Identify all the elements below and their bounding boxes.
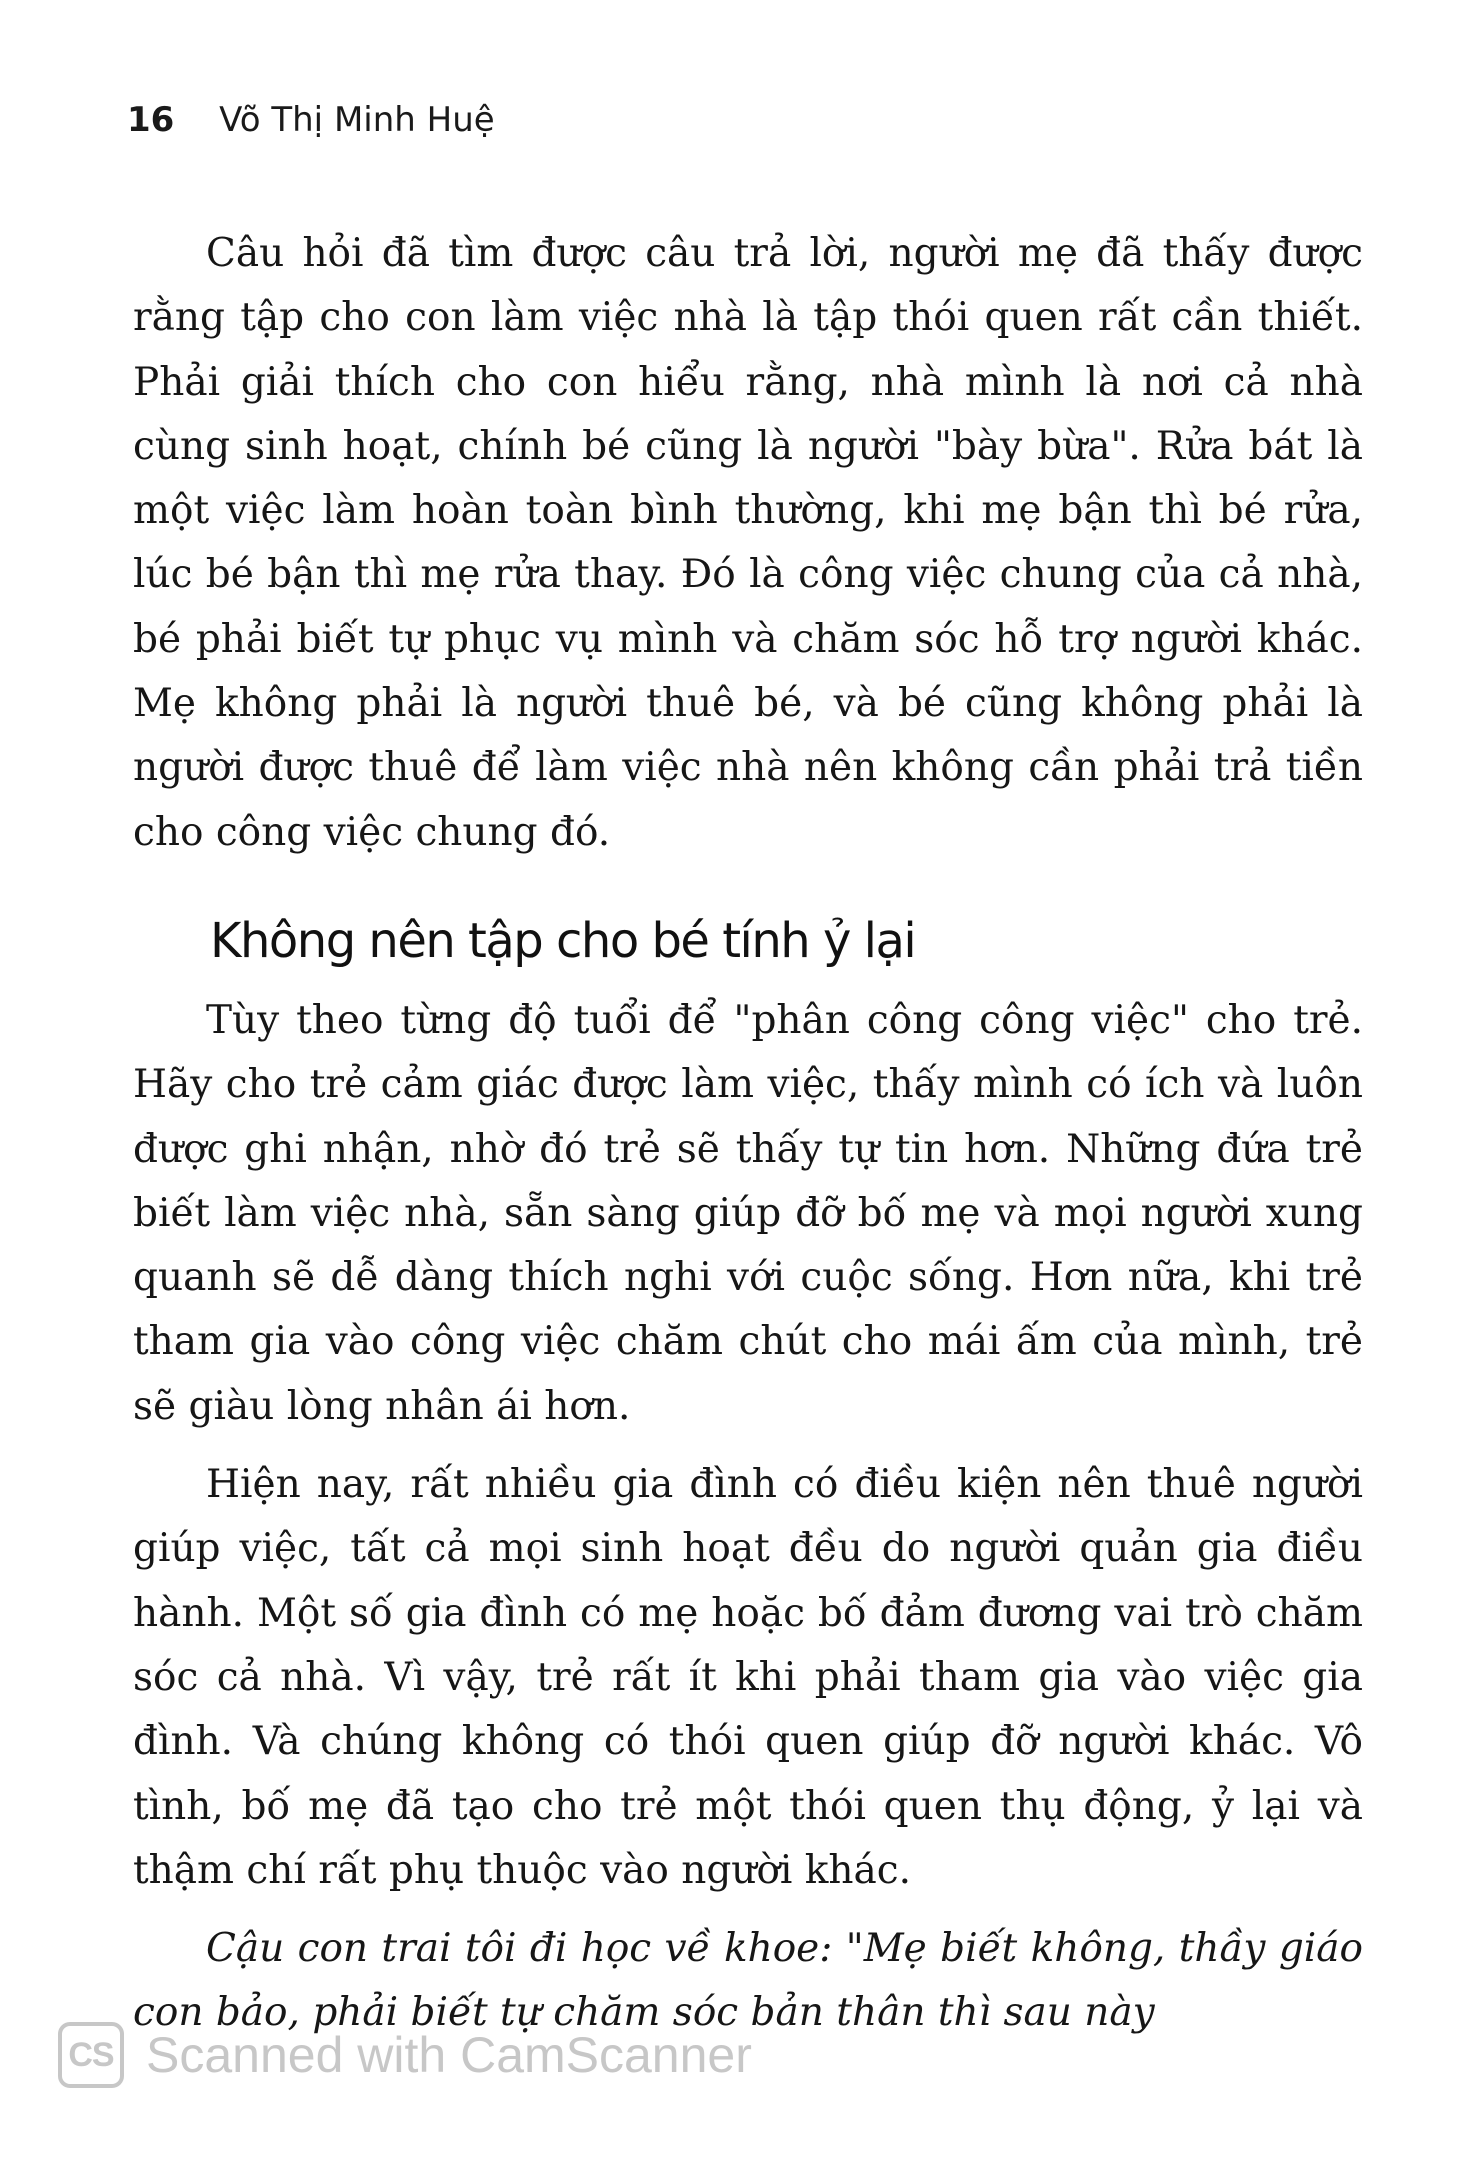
camscanner-logo-icon: CS (58, 2022, 124, 2088)
section-heading: Không nên tập cho bé tính ỷ lại (210, 912, 916, 969)
paragraph-2: Tùy theo từng độ tuổi để "phân công công việc" cho trẻ. Hãy cho trẻ cảm giác được làm việc, thấy mình có ích và luôn được ghi nhận, nhờ đó trẻ sẽ thấy tự tin hơn. Những đứa trẻ biết làm việc nhà, sẵn sàng giúp đỡ bố mẹ và mọi người xung quanh sẽ dễ dàng thích nghi với cuộc sống. Hơn nữa, khi trẻ tham gia vào công việc chăm chút cho mái ấm của mình, trẻ sẽ giàu lòng nhân ái hơn. (133, 997, 1363, 1429)
running-head (127, 100, 495, 140)
paragraph-1: Câu hỏi đã tìm được câu trả lời, người mẹ đã thấy được rằng tập cho con làm việc nhà là tập thói quen rất cần thiết. Phải giải thích cho con hiểu rằng, nhà mình là nơi cả nhà cùng sinh hoạt, chính bé cũng là người "bày bừa". Rửa bát là một việc làm hoàn toàn bình thường, khi mẹ bận thì bé rửa, lúc bé bận thì mẹ rửa thay. Đó là công việc chung của cả nhà, bé phải biết tự phục vụ mình và chăm sóc hỗ trợ người khác. Mẹ không phải là người thuê bé, và bé cũng không phải là người được thuê để làm việc nhà nên không cần phải trả tiền cho công việc chung đó. (133, 231, 1363, 855)
author-name: Võ Thị Minh Huệ (219, 100, 495, 140)
paragraph-3: Hiện nay, rất nhiều gia đình có điều kiện nên thuê người giúp việc, tất cả mọi sinh hoạt đều do người quản gia điều hành. Một số gia đình có mẹ hoặc bố đảm đương vai trò chăm sóc cả nhà. Vì vậy, trẻ rất ít khi phải tham gia vào việc gia đình. Và chúng không có thói quen giúp đỡ người khác. Vô tình, bố mẹ đã tạo cho trẻ một thói quen thụ động, ỷ lại và thậm chí rất phụ thuộc vào người khác. (133, 1462, 1363, 1893)
paragraph-4-italic: Cậu con trai tôi đi học về khoe: "Mẹ biết không, thầy giáo con bảo, phải biết tự chăm sóc bản thân thì sau này (133, 1926, 1363, 2036)
camscanner-watermark (58, 2022, 752, 2088)
watermark-text: Scanned with CamScanner (146, 2027, 752, 2083)
page-number: 16 (127, 100, 175, 140)
page-body (133, 222, 1363, 2046)
